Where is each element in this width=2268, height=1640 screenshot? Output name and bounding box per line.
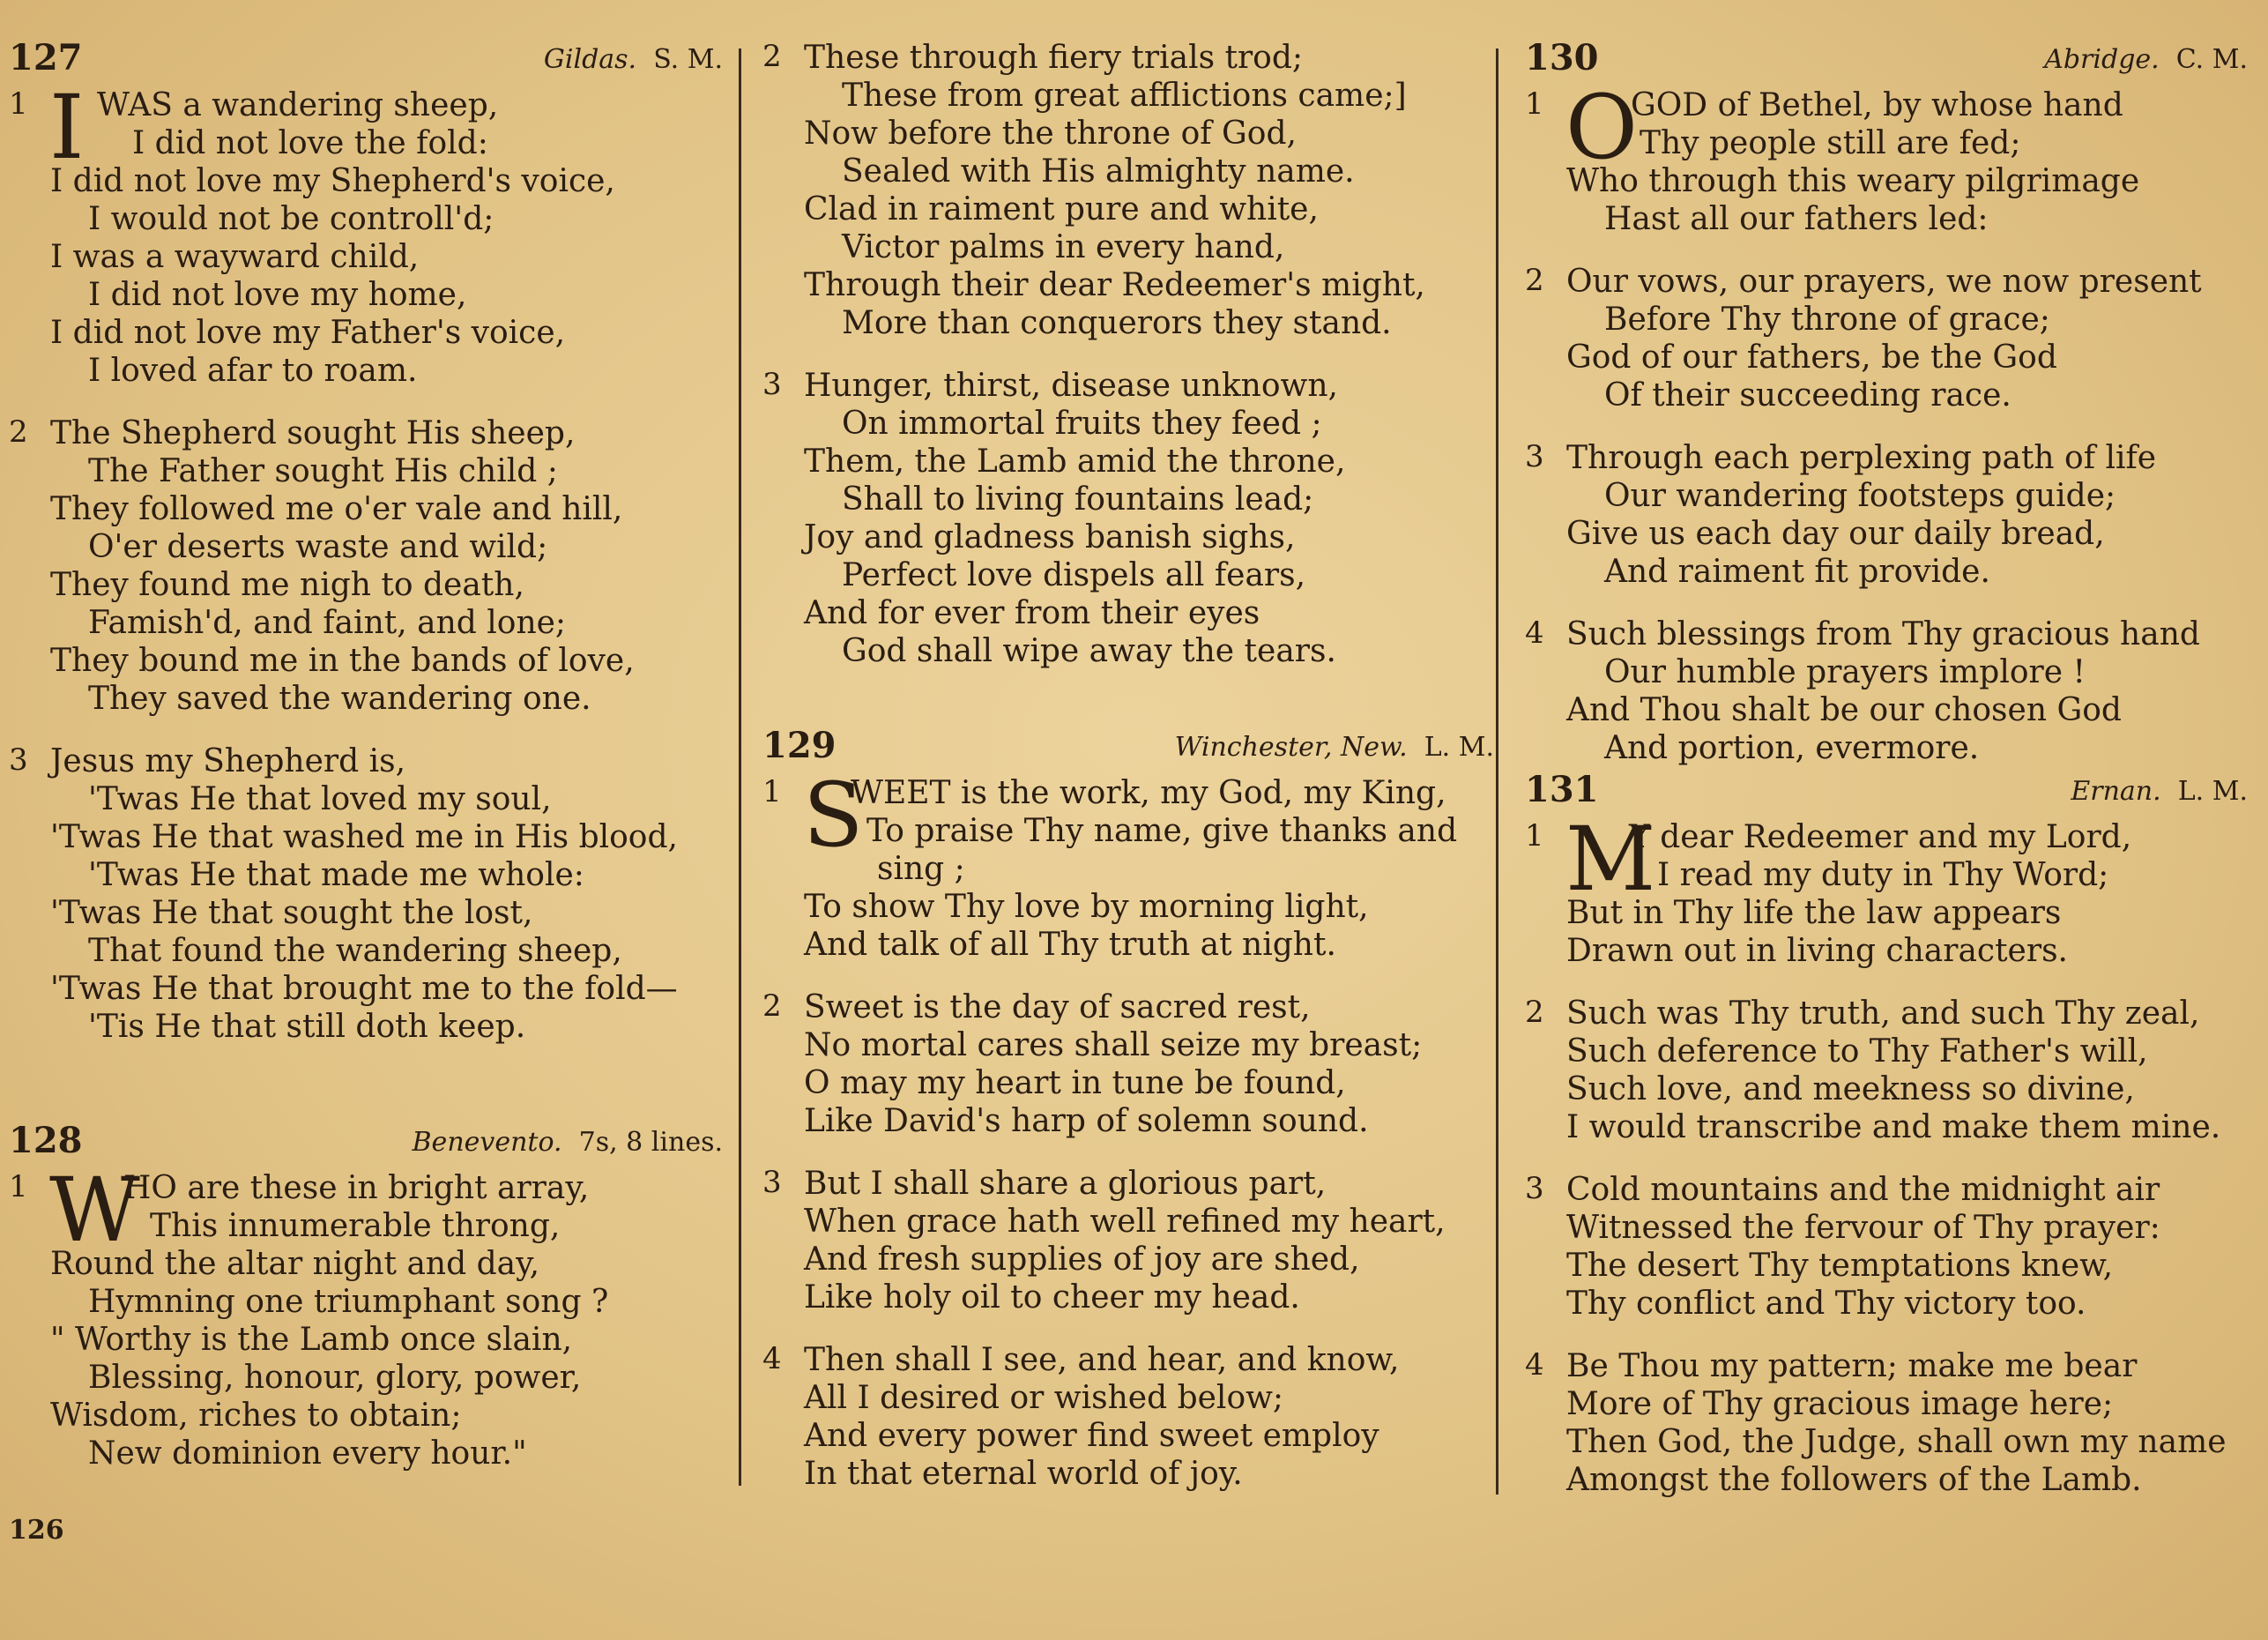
hymn-line: To praise Thy name, give thanks and bbox=[866, 813, 1458, 849]
stanza bbox=[1525, 995, 2248, 1146]
hymn-line: God of our fathers, be the God bbox=[1566, 339, 2057, 376]
hymn-line: Clad in raiment pure and white, bbox=[804, 191, 1319, 227]
hymn-line: WEET is the work, my God, my King, bbox=[851, 775, 1446, 811]
hymn-line: God shall wipe away the tears. bbox=[842, 633, 1336, 669]
tune-name: Gildas. bbox=[543, 44, 637, 75]
verse-number: 3 bbox=[1525, 439, 1544, 474]
hymn-line: These through fiery trials trod; bbox=[804, 40, 1304, 76]
hymn-line: sing ; bbox=[877, 851, 965, 887]
hymn-line: On immortal fruits they feed ; bbox=[842, 406, 1322, 442]
hymn-line: They followed me o'er vale and hill, bbox=[50, 491, 623, 527]
column-divider bbox=[739, 48, 741, 1486]
hymn-line: Famish'd, and faint, and lone; bbox=[88, 605, 567, 641]
hymn-line: These from great afflictions came;] bbox=[842, 78, 1407, 114]
tune-meter bbox=[1175, 732, 1494, 763]
stanza bbox=[1525, 1347, 2248, 1499]
hymn-line: Hunger, thirst, disease unknown, bbox=[804, 368, 1338, 404]
hymn-line: And fresh supplies of joy are shed, bbox=[804, 1241, 1360, 1278]
hymn-line: Who through this weary pilgrimage bbox=[1566, 163, 2140, 199]
hymn-line: Joy and gladness banish sighs, bbox=[804, 519, 1296, 555]
drop-cap: M bbox=[1565, 808, 1656, 911]
hymn-line: They saved the wandering one. bbox=[88, 681, 591, 717]
hymn-line: And talk of all Thy truth at night. bbox=[804, 927, 1336, 963]
stanza bbox=[9, 742, 723, 1046]
hymn-line: I would not be controll'd; bbox=[88, 201, 494, 237]
meter: 7s, 8 lines. bbox=[578, 1127, 723, 1158]
verse-number: 2 bbox=[9, 414, 28, 450]
stanza bbox=[1525, 263, 2248, 414]
hymn-header bbox=[9, 37, 723, 86]
hymn-line: This innumerable throng, bbox=[150, 1208, 561, 1244]
hymn-line: I would transcribe and make them mine. bbox=[1566, 1109, 2221, 1145]
hymn-line: And for ever from their eyes bbox=[804, 595, 1260, 631]
hymn-127 bbox=[9, 37, 723, 1070]
hymn-line: The Father sought His child ; bbox=[88, 453, 558, 489]
hymn-line: Y dear Redeemer and my Lord, bbox=[1629, 819, 2132, 855]
meter: L. M. bbox=[2177, 776, 2248, 807]
hymn-line: Such deference to Thy Father's will, bbox=[1566, 1033, 2148, 1070]
tune-name: Ernan. bbox=[2071, 776, 2161, 807]
hymn-line: Them, the Lamb amid the throne, bbox=[804, 444, 1346, 480]
hymn-line: That found the wandering sheep, bbox=[88, 933, 622, 969]
verse-number: 1 bbox=[762, 774, 782, 809]
stanza bbox=[762, 39, 1494, 342]
hymn-line: New dominion every hour." bbox=[88, 1435, 527, 1472]
hymn-line: Through each perplexing path of life bbox=[1566, 440, 2157, 476]
hymn-line: And Thou shalt be our chosen God bbox=[1566, 692, 2122, 728]
hymn-line: Now before the throne of God, bbox=[804, 116, 1297, 152]
hymn-line: Then God, the Judge, shall own my name bbox=[1566, 1424, 2227, 1460]
hymn-line: I loved afar to roam. bbox=[88, 353, 418, 389]
verse-number: 1 bbox=[1525, 86, 1544, 122]
hymn-line: 'Twas He that made me whole: bbox=[88, 857, 584, 893]
hymn-line: Thy conflict and Thy victory too. bbox=[1566, 1286, 2086, 1322]
verse-number: 3 bbox=[762, 367, 782, 402]
meter: S. M. bbox=[653, 44, 723, 75]
hymn-line: Amongst the followers of the Lamb. bbox=[1566, 1462, 2142, 1498]
hymn-line: 'Twas He that washed me in His blood, bbox=[50, 819, 678, 855]
hymn-line: I did not love the fold: bbox=[132, 125, 488, 161]
verse-number: 4 bbox=[1525, 1347, 1544, 1383]
hymn-line: Victor palms in every hand, bbox=[842, 229, 1285, 265]
hymn-line: And portion, evermore. bbox=[1604, 730, 1980, 766]
stanza bbox=[1525, 1171, 2248, 1323]
hymn-line: And raiment fit provide. bbox=[1604, 554, 1990, 590]
hymn-line: Like holy oil to cheer my head. bbox=[804, 1279, 1300, 1316]
hymn-line: Blessing, honour, glory, power, bbox=[88, 1360, 582, 1396]
stanza bbox=[1525, 439, 2248, 591]
hymn-line: " Worthy is the Lamb once slain, bbox=[50, 1322, 573, 1358]
hymn-line: Wisdom, riches to obtain; bbox=[50, 1398, 462, 1434]
stanza bbox=[9, 76, 723, 390]
hymn-line: Sweet is the day of sacred rest, bbox=[804, 989, 1311, 1025]
hymn-line: Shall to living fountains lead; bbox=[842, 481, 1314, 518]
stanza bbox=[9, 414, 723, 718]
hymn-number: 128 bbox=[9, 1120, 83, 1161]
hymn-line: Thy people still are fed; bbox=[1640, 125, 2021, 161]
hymn-line: Through their dear Redeemer's might, bbox=[804, 267, 1425, 303]
stanza bbox=[762, 764, 1494, 964]
stanza bbox=[762, 1165, 1494, 1316]
hymn-line: Witnessed the fervour of Thy prayer: bbox=[1566, 1210, 2160, 1246]
verse-number: 2 bbox=[762, 988, 782, 1024]
verse-number: 3 bbox=[762, 1165, 782, 1200]
stanza bbox=[9, 1159, 723, 1472]
verse-number: 3 bbox=[1525, 1171, 1544, 1206]
verse-number: 1 bbox=[1525, 818, 1544, 854]
drop-cap: I bbox=[49, 76, 85, 179]
tune-meter bbox=[413, 1127, 723, 1158]
hymn-line: Then shall I see, and hear, and know, bbox=[804, 1342, 1400, 1378]
page-number: 126 bbox=[9, 1515, 64, 1546]
drop-cap: O bbox=[1565, 76, 1638, 179]
hymn-number: 131 bbox=[1525, 769, 1599, 810]
hymn-130 bbox=[1525, 37, 2248, 792]
hymn-line: 'Tis He that still doth keep. bbox=[88, 1009, 526, 1045]
hymn-line: Such blessings from Thy gracious hand bbox=[1566, 616, 2200, 652]
hymn-line: No mortal cares shall seize my breast; bbox=[804, 1027, 1423, 1063]
verse-number: 2 bbox=[1525, 263, 1544, 298]
hymn-line: Perfect love dispels all fears, bbox=[842, 557, 1306, 593]
hymn-line: They found me nigh to death, bbox=[50, 567, 524, 603]
hymn-line: Our wandering footsteps guide; bbox=[1604, 478, 2116, 514]
column-divider bbox=[1496, 48, 1498, 1495]
hymn-line: When grace hath well refined my heart, bbox=[804, 1204, 1446, 1240]
stanza bbox=[1525, 76, 2248, 238]
hymn-line: WAS a wandering sheep, bbox=[97, 87, 499, 123]
hymn-line: Drawn out in living characters. bbox=[1566, 933, 2068, 969]
hymn-line: Before Thy throne of grace; bbox=[1604, 302, 2050, 338]
tune-name: Abridge. bbox=[2044, 44, 2160, 75]
hymn-number: 130 bbox=[1525, 37, 1599, 78]
hymn-line: Jesus my Shepherd is, bbox=[50, 743, 406, 779]
drop-cap: W bbox=[49, 1159, 140, 1262]
hymn-line: Hast all our fathers led: bbox=[1604, 201, 1989, 237]
hymn-line: Cold mountains and the midnight air bbox=[1566, 1172, 2160, 1208]
hymn-line: Our humble prayers implore ! bbox=[1604, 654, 2086, 690]
hymn-line: Be Thou my pattern; make me bear bbox=[1566, 1348, 2138, 1384]
hymn-line: They bound me in the bands of love, bbox=[50, 643, 635, 679]
hymn-line: I read my duty in Thy Word; bbox=[1657, 857, 2109, 893]
hymn-line: The Shepherd sought His sheep, bbox=[50, 415, 576, 451]
verse-number: 1 bbox=[9, 86, 28, 122]
hymn-line: O may my heart in tune be found, bbox=[804, 1065, 1346, 1101]
hymn-line: I did not love my home, bbox=[88, 277, 467, 313]
hymn-128 bbox=[9, 1120, 723, 1497]
drop-cap: S bbox=[803, 764, 864, 867]
verse-number: 2 bbox=[762, 39, 782, 74]
hymn-line: I did not love my Shepherd's voice, bbox=[50, 163, 615, 199]
meter: C. M. bbox=[2175, 44, 2248, 75]
hymn-128-continued bbox=[762, 39, 1494, 695]
hymn-header bbox=[762, 725, 1494, 774]
hymn-line: Give us each day our daily bread, bbox=[1566, 516, 2105, 552]
stanza bbox=[762, 367, 1494, 670]
hymn-number: 129 bbox=[762, 725, 837, 766]
tune-name: Benevento. bbox=[412, 1127, 562, 1158]
hymn-line: GOD of Bethel, by whose hand bbox=[1631, 87, 2123, 123]
hymn-129 bbox=[762, 725, 1494, 1517]
hymn-line: 'Twas He that sought the lost, bbox=[50, 895, 533, 931]
hymn-line: More than conquerors they stand. bbox=[842, 305, 1392, 341]
hymn-line: HO are these in bright array, bbox=[123, 1170, 590, 1206]
hymn-line: All I desired or wished below; bbox=[804, 1380, 1284, 1416]
tune-name: Winchester, New. bbox=[1174, 732, 1408, 763]
hymn-line: Sealed with His almighty name. bbox=[842, 153, 1355, 190]
hymn-line: But in Thy life the law appears bbox=[1566, 895, 2062, 931]
verse-number: 3 bbox=[9, 742, 28, 778]
tune-meter bbox=[2044, 44, 2248, 75]
hymn-131 bbox=[1525, 769, 2248, 1524]
stanza bbox=[1525, 808, 2248, 970]
hymn-line: Our vows, our prayers, we now present bbox=[1566, 264, 2202, 300]
hymn-line: To show Thy love by morning light, bbox=[804, 889, 1369, 925]
hymn-line: O'er deserts waste and wild; bbox=[88, 529, 548, 565]
hymn-line: 'Twas He that loved my soul, bbox=[88, 781, 552, 817]
tune-meter bbox=[2071, 776, 2248, 807]
hymn-line: Of their succeeding race. bbox=[1604, 377, 2011, 414]
hymn-line: 'Twas He that brought me to the fold— bbox=[50, 971, 678, 1007]
hymn-line: More of Thy gracious image here; bbox=[1566, 1386, 2114, 1422]
tune-meter bbox=[544, 44, 723, 75]
hymn-line: Round the altar night and day, bbox=[50, 1246, 540, 1282]
stanza bbox=[762, 988, 1494, 1140]
verse-number: 4 bbox=[1525, 615, 1544, 651]
stanza bbox=[1525, 615, 2248, 767]
hymn-line: But I shall share a glorious part, bbox=[804, 1166, 1327, 1202]
hymn-line: I was a wayward child, bbox=[50, 239, 420, 275]
hymn-line: Such was Thy truth, and such Thy zeal, bbox=[1566, 995, 2200, 1032]
hymn-line: In that eternal world of joy. bbox=[804, 1456, 1243, 1492]
hymn-line: Like David's harp of solemn sound. bbox=[804, 1103, 1369, 1139]
hymn-number: 127 bbox=[9, 37, 83, 78]
verse-number: 1 bbox=[9, 1169, 28, 1204]
stanza bbox=[762, 1341, 1494, 1493]
verse-number: 4 bbox=[762, 1341, 782, 1376]
hymn-line: The desert Thy temptations knew, bbox=[1566, 1248, 2114, 1284]
verse-number: 2 bbox=[1525, 995, 1544, 1030]
hymn-line: I did not love my Father's voice, bbox=[50, 315, 566, 351]
meter: L. M. bbox=[1424, 732, 1494, 763]
hymn-line: And every power find sweet employ bbox=[804, 1418, 1379, 1454]
hymn-line: Such love, and meekness so divine, bbox=[1566, 1071, 2135, 1107]
hymn-line: Hymning one triumphant song ? bbox=[88, 1284, 609, 1320]
